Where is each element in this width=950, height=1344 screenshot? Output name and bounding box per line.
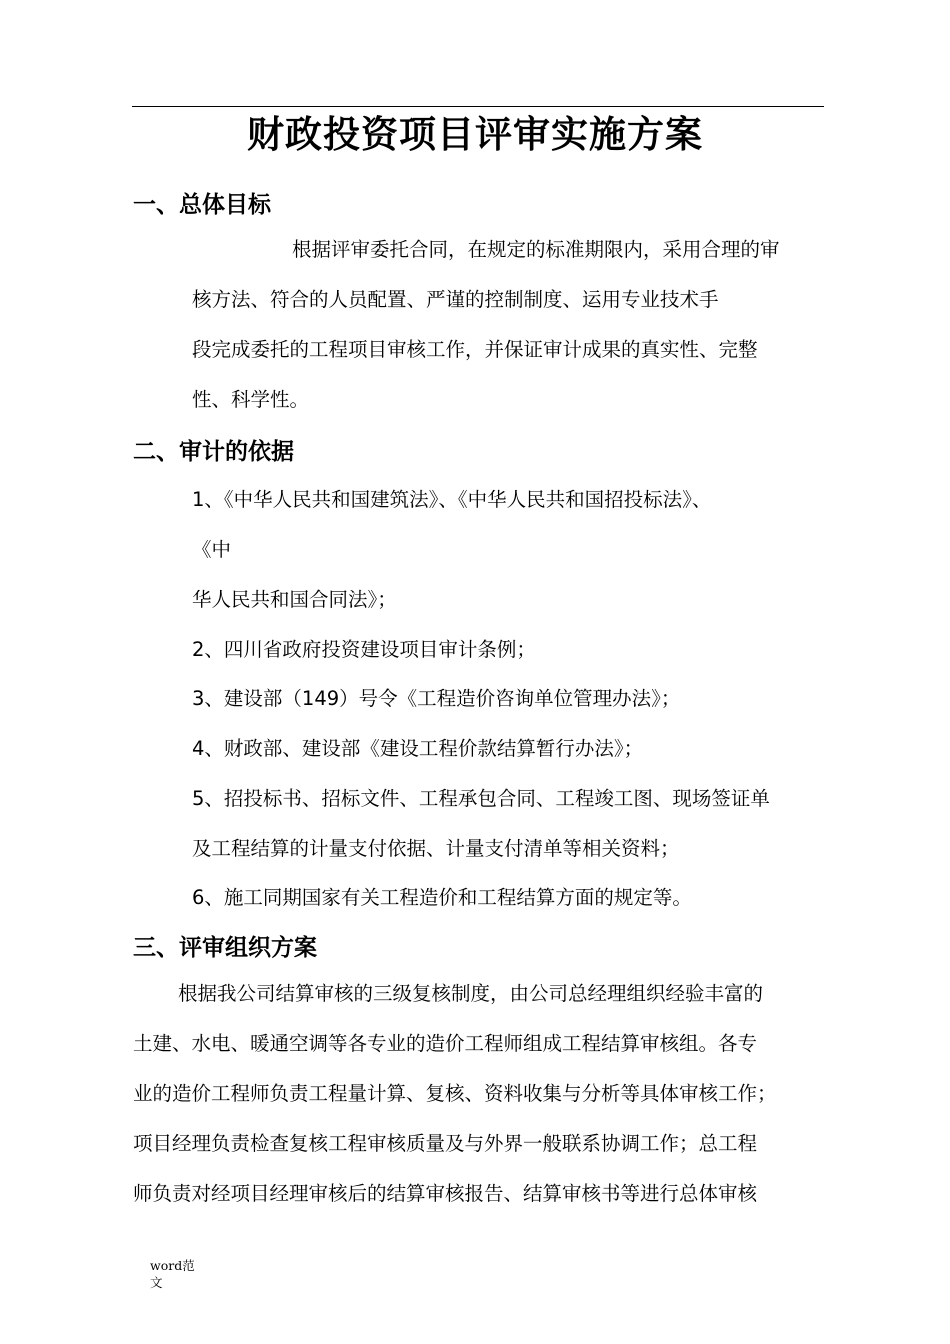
paragraph-line: 师负责对经项目经理审核后的结算审核报告、结算审核书等进行总体审核 [133,1182,758,1205]
footer-text: word范 [150,1258,195,1273]
list-item: 2、四川省政府投资建设项目审计条例； [192,638,536,661]
list-item: 5、招投标书、招标文件、工程承包合同、工程竣工图、现场签证单 [192,787,770,810]
list-item: 1、《中华人民共和国建筑法》、《中华人民共和国招投标法》、 [192,488,712,511]
header-rule [132,106,824,107]
list-item: 《中 [192,538,232,561]
list-item: 及工程结算的计量支付依据、计量支付清单等相关资料； [192,837,680,860]
footer-text: 文 [150,1275,163,1290]
paragraph-line: 性、科学性。 [192,388,310,411]
list-item: 4、财政部、建设部《建设工程价款结算暂行办法》； [192,737,644,760]
list-item: 华人民共和国合同法》； [192,588,397,611]
paragraph-line: 根据评审委托合同，在规定的标准期限内，采用合理的审 [292,238,780,261]
section-heading-basis: 二、审计的依据 [133,439,294,465]
paragraph-line: 业的造价工程师负责工程量计算、复核、资料收集与分析等具体审核工作； [133,1082,777,1105]
list-item: 6、施工同期国家有关工程造价和工程结算方面的规定等。 [192,886,692,909]
section-heading-goals: 一、总体目标 [133,192,271,218]
paragraph-line: 土建、水电、暖通空调等各专业的造价工程师组成工程结算审核组。各专 [133,1032,758,1055]
section-heading-organization: 三、评审组织方案 [133,935,317,961]
paragraph-line: 核方法、符合的人员配置、严谨的控制制度、运用专业技术手 [192,288,719,311]
paragraph-line: 根据我公司结算审核的三级复核制度，由公司总经理组织经验丰富的 [178,982,764,1005]
document-title: 财政投资项目评审实施方案 [247,113,703,156]
paragraph-line: 段完成委托的工程项目审核工作，并保证审计成果的真实性、完整 [192,338,758,361]
list-item: 3、建设部（149）号令《工程造价咨询单位管理办法》； [192,687,681,710]
paragraph-line: 项目经理负责检查复核工程审核质量及与外界一般联系协调工作；总工程 [133,1132,758,1155]
